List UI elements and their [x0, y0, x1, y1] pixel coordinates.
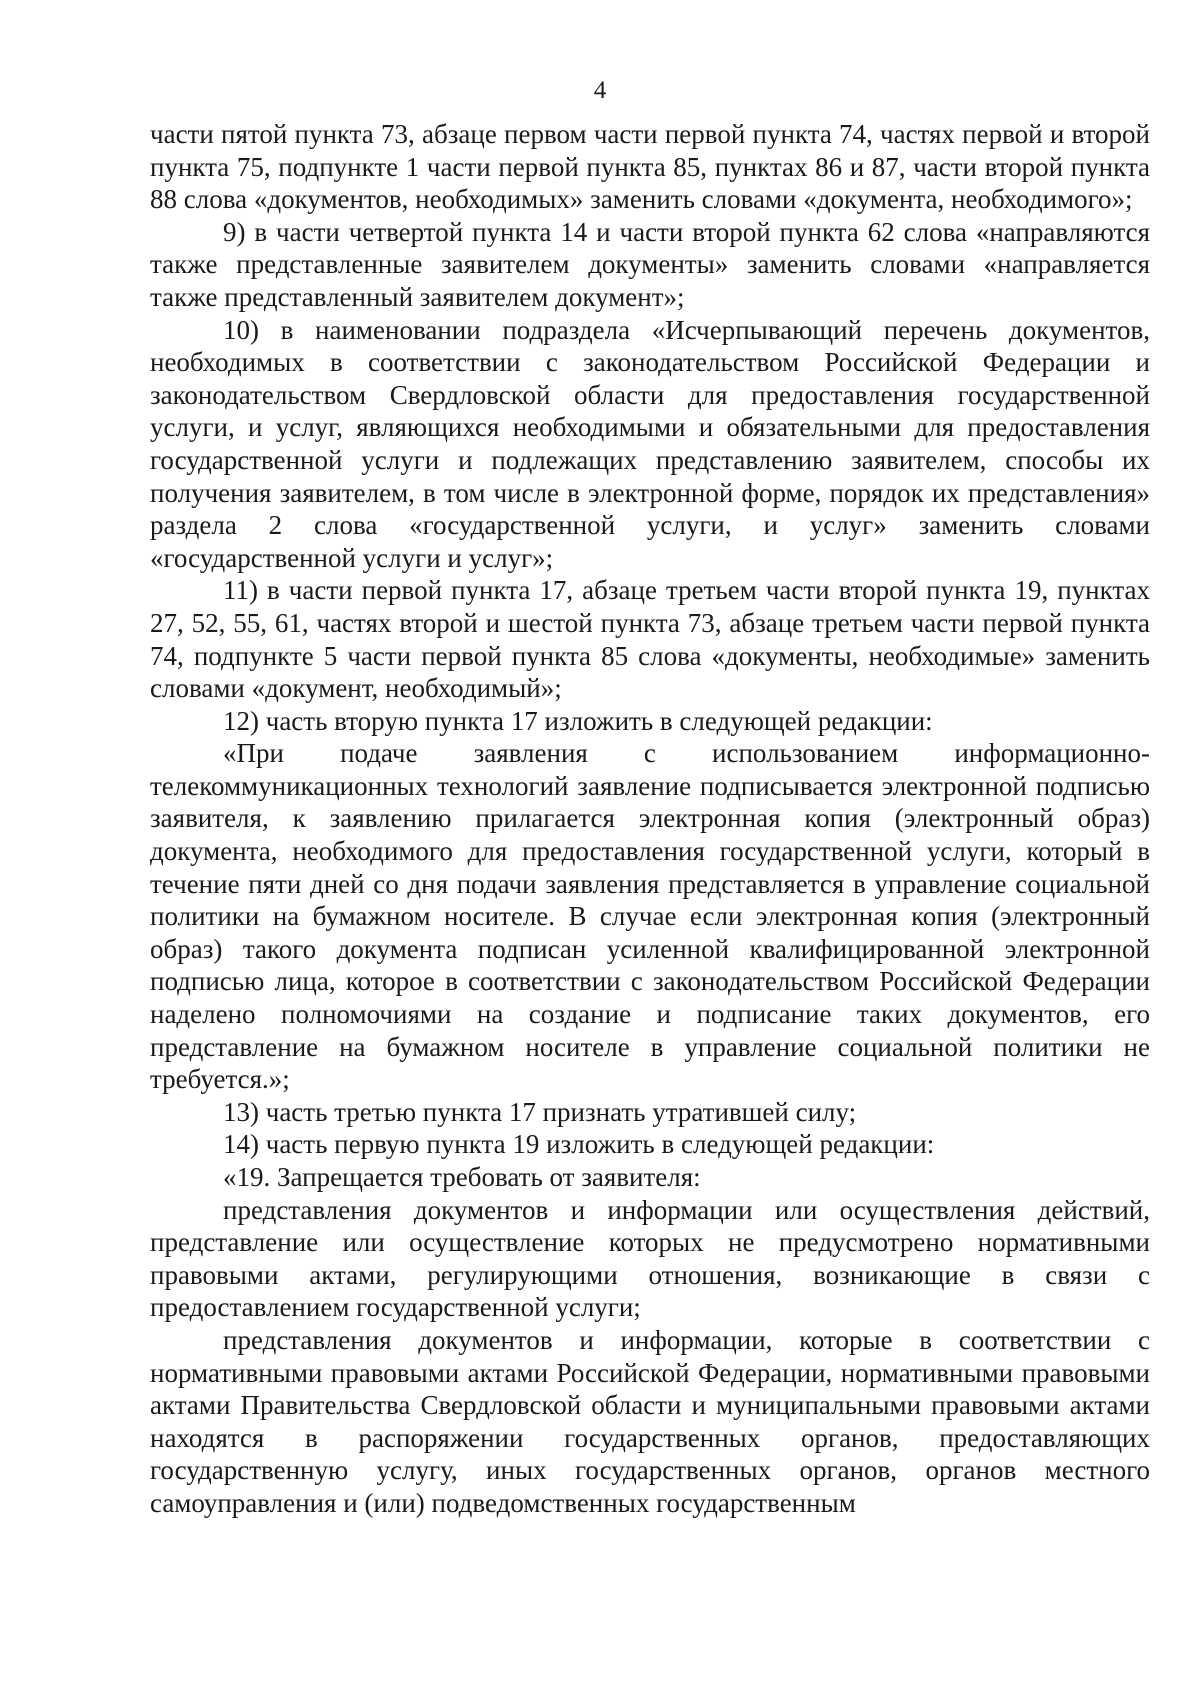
- paragraph-item-10: 10) в наименовании подраздела «Исчерпывающий перечень документов, необходимых в соответствии с законодательством Российской Федерации и законодательством Свердловской области для предоставления государственной услуги, и услуг, являющихся необходимыми и обязательными для предоставления государственной услуги и подлежащих представлению заявителем, способы их получения заявителем, в том числе в электронной форме, порядок их представления» раздела 2 слова «государственной услуги, и услуг» заменить словами «государственной услуги и услуг»;: [150, 314, 1150, 573]
- paragraph-continuation: части пятой пункта 73, абзаце первом части первой пункта 74, частях первой и второй пункта 75, подпункте 1 части первой пункта 85, пунктах 86 и 87, части второй пункта 88 слова «документов, необходимых» заменить словами «документа, необходимого»;: [150, 119, 1150, 215]
- paragraph-requirement-2: представления документов и информации, которые в соответствии с нормативными правовыми актами Российской Федерации, нормативными правовыми актами Правительства Свердловской области и муниципальными правовыми актами находятся в распоряжении государственных органов, предоставляющих государственную услугу, иных государственных органов, органов местного самоуправления и (или) подведомственных государственным: [150, 1324, 1150, 1518]
- paragraph-item-14: 14) часть первую пункта 19 изложить в следующей редакции:: [223, 1129, 935, 1160]
- paragraph-item-9: 9) в части четвертой пункта 14 и части второй пункта 62 слова «направляются также представленные заявителем документы» заменить словами «направляется также представленный заявителем документ»;: [150, 216, 1150, 312]
- paragraph-item-11: 11) в части первой пункта 17, абзаце третьем части второй пункта 19, пунктах 27, 52, 55, 61, частях второй и шестой пункта 73, абзаце третьем части первой пункта 74, подпункте 5 части первой пункта 85 слова «документы, необходимые» заменить словами «документ, необходимый»;: [150, 575, 1150, 704]
- paragraph-item-13: 13) часть третью пункта 17 признать утратившей силу;: [223, 1096, 857, 1127]
- paragraph-requirement-1: представления документов и информации или осуществления действий, представление или осуществление которых не предусмотрено нормативными правовыми актами, регулирующими отношения, возникающие в связи с предоставлением государственной услуги;: [150, 1194, 1150, 1323]
- paragraph-item-12: 12) часть вторую пункта 17 изложить в следующей редакции:: [223, 705, 933, 736]
- page-number: 4: [593, 77, 607, 104]
- document-body: [150, 118, 1150, 1520]
- paragraph-point-19: «19. Запрещается требовать от заявителя:: [223, 1162, 701, 1192]
- paragraph-quoted-text: «При подаче заявления с использованием информационно-телекоммуникационных технологий заявление подписывается электронной подписью заявителя, к заявлению прилагается электронная копия (электронный образ) документа, необходимого для предоставления государственной услуги, который в течение пяти дней со дня подачи заявления представляется в управление социальной политики на бумажном носителе. В случае если электронная копия (электронный образ) такого документа подписан усиленной квалифицированной электронной подписью лица, которое в соответствии с законодательством Российской Федерации наделено полномочиями на создание и подписание таких документов, его представление на бумажном носителе в управление социальной политики не требуется.»;: [150, 738, 1150, 1095]
